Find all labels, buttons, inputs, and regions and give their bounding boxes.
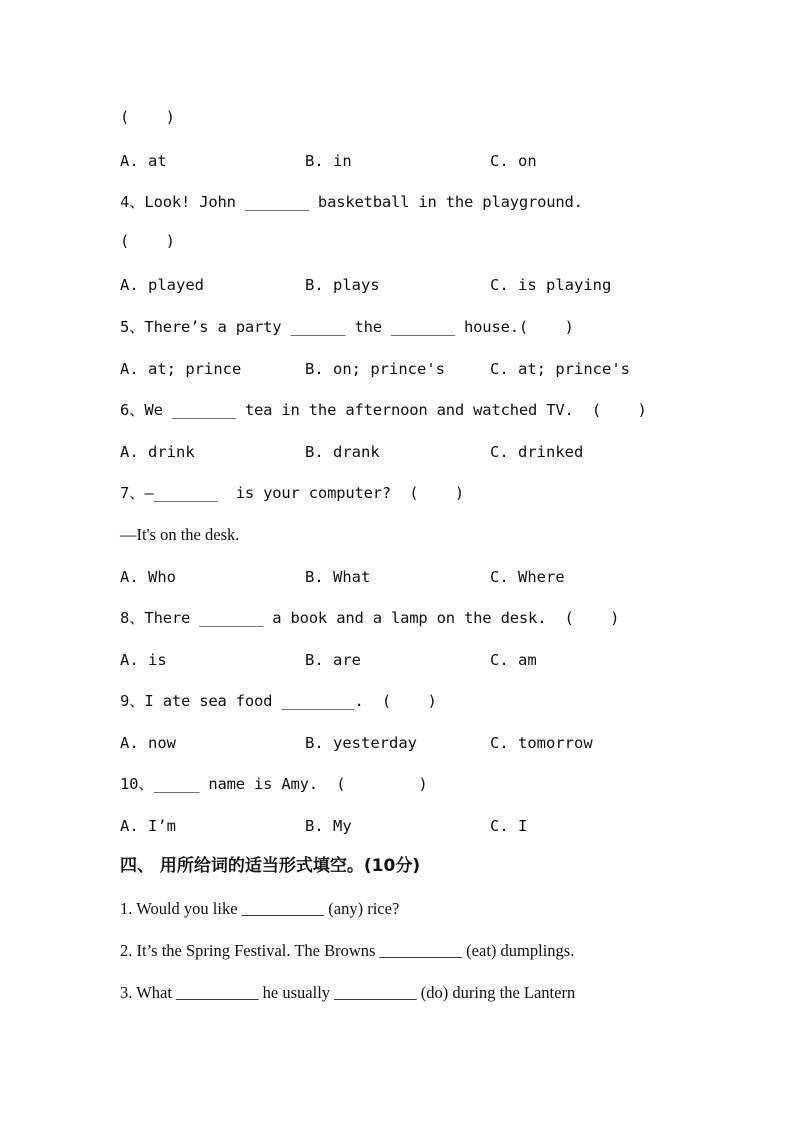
q6-stem: 6、We _______ tea in the afternoon and watched TV. ( ) bbox=[120, 401, 647, 419]
q3-answer-bracket: ( ) bbox=[120, 108, 175, 126]
q7-stem: 7、—_______ is your computer? ( ) bbox=[120, 484, 465, 502]
q7-answer-line: —It's on the desk. bbox=[120, 525, 240, 544]
q8-option-c: C. am bbox=[490, 651, 537, 669]
q6-option-b: B. drank bbox=[305, 443, 380, 461]
q9-option-c: C. tomorrow bbox=[490, 734, 593, 752]
q6-option-c: C. drinked bbox=[490, 443, 584, 461]
q4-stem: 4、Look! John _______ basketball in the playground. bbox=[120, 193, 583, 211]
q3-option-a: A. at bbox=[120, 152, 167, 170]
q8-option-b: B. are bbox=[305, 651, 361, 669]
q3-option-b: B. in bbox=[305, 152, 352, 170]
q5-option-b: B. on; prince's bbox=[305, 360, 445, 378]
q5-option-a: A. at; prince bbox=[120, 360, 242, 378]
q7-option-c: C. Where bbox=[490, 568, 565, 586]
q10-stem: 10、_____ name is Amy. ( ) bbox=[120, 775, 428, 793]
q9-option-b: B. yesterday bbox=[305, 734, 417, 752]
q9-option-a: A. now bbox=[120, 734, 176, 752]
q10-option-c: C. I bbox=[490, 817, 528, 835]
q10-option-b: B. My bbox=[305, 817, 352, 835]
q5-stem: 5、There’s a party ______ the _______ house.( ) bbox=[120, 318, 574, 336]
q9-stem: 9、I ate sea food ________. ( ) bbox=[120, 692, 437, 710]
q8-stem: 8、There _______ a book and a lamp on the desk. ( ) bbox=[120, 609, 620, 627]
q4-option-a: A. played bbox=[120, 276, 204, 294]
q4-answer-bracket: ( ) bbox=[120, 232, 175, 250]
q5-option-c: C. at; prince's bbox=[490, 360, 630, 378]
q4-option-b: B. plays bbox=[305, 276, 380, 294]
q8-option-a: A. is bbox=[120, 651, 167, 669]
q6-option-a: A. drink bbox=[120, 443, 195, 461]
section-4-item-2: 2. It’s the Spring Festival. The Browns __________ (eat) dumplings. bbox=[120, 941, 575, 960]
section-4-heading: 四、 用所给词的适当形式填空。(10分) bbox=[120, 856, 421, 876]
section-4-item-3: 3. What __________ he usually __________ (do) during the Lantern bbox=[120, 983, 576, 1002]
q3-option-c: C. on bbox=[490, 152, 537, 170]
q7-option-b: B. What bbox=[305, 568, 371, 586]
q10-option-a: A. I’m bbox=[120, 817, 176, 835]
section-4-item-1: 1. Would you like __________ (any) rice? bbox=[120, 899, 400, 918]
q7-option-a: A. Who bbox=[120, 568, 176, 586]
q4-option-c: C. is playing bbox=[490, 276, 612, 294]
